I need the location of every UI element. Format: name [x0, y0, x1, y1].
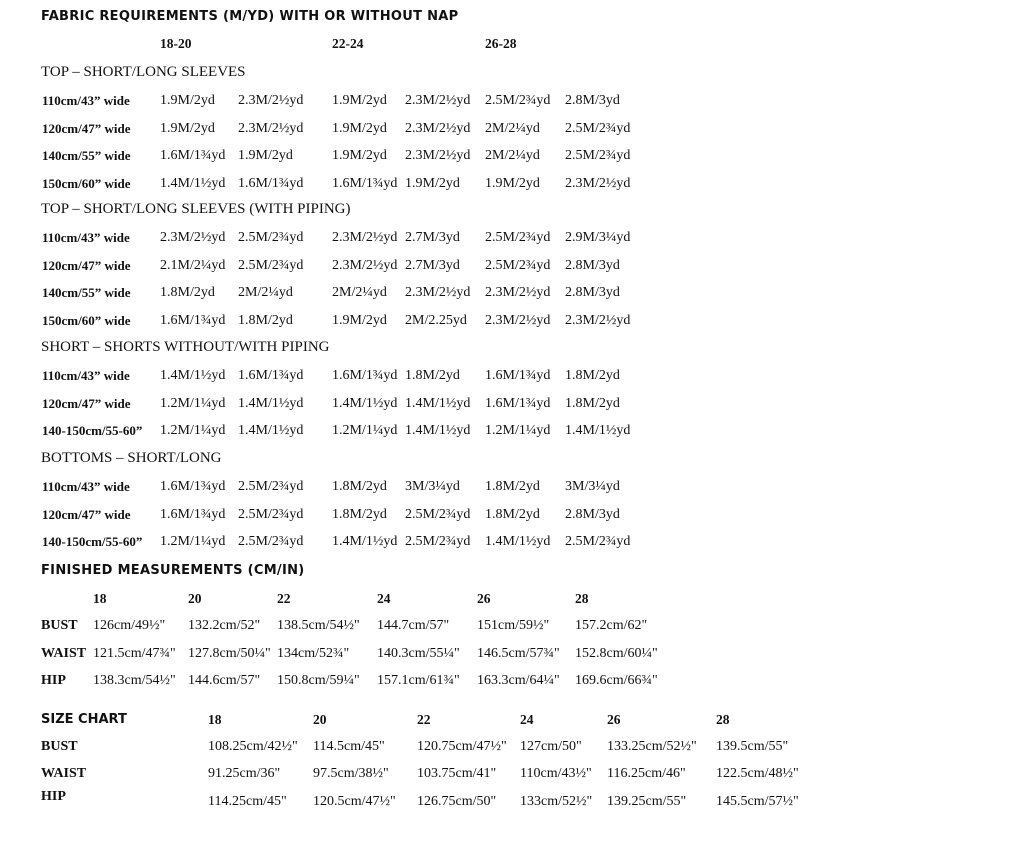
fabric-amount: 2M/2¼yd: [238, 285, 293, 301]
fabric-amount: 2.5M/2¾yd: [485, 230, 551, 245]
section-title: SHORT – SHORTS WITHOUT/WITH PIPING: [41, 339, 330, 355]
fabric-amount: 1.6M/1¾yd: [160, 312, 226, 328]
table-row: [0, 256, 1024, 276]
table-row: [0, 119, 1024, 139]
fabric-amount: 2.3M/2½yd: [405, 93, 471, 108]
fabric-amount: 1.9M/2yd: [332, 148, 387, 164]
size-chart-label: BUST: [41, 739, 78, 754]
section-title: TOP – SHORT/LONG SLEEVES: [41, 64, 246, 80]
fabric-amount: 1.6M/1¾yd: [160, 148, 226, 164]
fabric-width-label: 110cm/43” wide: [42, 479, 130, 494]
finished-size: 20: [188, 591, 202, 606]
size-chart-value: 97.5cm/38½": [313, 766, 389, 781]
fabric-width-label: 120cm/47” wide: [42, 395, 131, 411]
fabric-amount: 2.3M/2½yd: [238, 120, 304, 136]
measurement-value: 138.3cm/54½": [93, 673, 176, 688]
fabric-amount: 2.5M/2¾yd: [238, 230, 304, 245]
fabric-amount: 1.8M/2yd: [238, 312, 293, 328]
finished-size: 28: [575, 591, 589, 606]
size-chart-value: 145.5cm/57½": [716, 794, 799, 809]
fabric-amount: 3M/3¼yd: [405, 479, 460, 494]
finished-size: 26: [477, 591, 491, 606]
table-row: [0, 91, 1024, 111]
table-row: [0, 477, 1024, 497]
size-chart-value: 139.25cm/55": [607, 794, 687, 809]
table-row: [0, 671, 1024, 691]
fabric-amount: 2.8M/3yd: [565, 285, 620, 301]
fabric-amount: 2.5M/2¾yd: [405, 506, 471, 522]
measurement-value: 157.1cm/61¾": [377, 673, 460, 688]
fabric-amount: 1.9M/2yd: [485, 175, 540, 191]
measurement-value: 134cm/52¾": [277, 645, 350, 661]
measurement-value: 151cm/59½": [477, 618, 550, 633]
size-chart-value: 120.75cm/47½": [417, 739, 507, 754]
fabric-width-label: 120cm/47” wide: [42, 506, 131, 522]
fabric-width-label: 110cm/43” wide: [42, 230, 130, 245]
fabric-amount: 1.6M/1¾yd: [238, 175, 304, 191]
size-chart-value: 103.75cm/41": [417, 766, 497, 781]
fabric-amount: 1.4M/1½yd: [238, 423, 304, 439]
fabric-amount: 1.9M/2yd: [160, 120, 215, 136]
fabric-amount: 1.4M/1½yd: [405, 423, 471, 439]
finished-size: 18: [93, 591, 107, 606]
fabric-amount: 2.3M/2½yd: [405, 148, 471, 164]
table-row: [0, 366, 1024, 386]
measurement-value: 144.7cm/57": [377, 618, 450, 633]
size-chart-value: 122.5cm/48½": [716, 766, 799, 781]
fabric-width-label: 140-150cm/55-60”: [42, 534, 143, 550]
fabric-amount: 2.3M/2½yd: [485, 312, 551, 328]
size-chart-size: 18: [208, 712, 222, 727]
size-chart-value: 139.5cm/55": [716, 739, 789, 754]
finished-title: FINISHED MEASUREMENTS (CM/IN): [41, 563, 305, 578]
fabric-amount: 2.8M/3yd: [565, 506, 620, 522]
fabric-width-label: 140cm/55” wide: [42, 148, 131, 164]
size-chart-size: 22: [417, 712, 431, 727]
fabric-amount: 1.9M/2yd: [405, 175, 460, 191]
fabric-amount: 2.5M/2¾yd: [485, 93, 551, 108]
size-chart-value: 120.5cm/47½": [313, 794, 396, 809]
size-chart-value: 127cm/50": [520, 739, 582, 754]
measurement-value: 157.2cm/62": [575, 618, 648, 633]
size-chart-value: 114.25cm/45": [208, 794, 287, 809]
fabric-amount: 1.6M/1¾yd: [485, 368, 551, 383]
measurement-value: 169.6cm/66¾": [575, 673, 658, 688]
fabric-amount: 1.9M/2yd: [332, 312, 387, 328]
fabric-amount: 1.8M/2yd: [160, 285, 215, 301]
size-chart-size: 26: [607, 712, 621, 727]
fabric-width-label: 150cm/60” wide: [42, 312, 131, 328]
fabric-amount: 2.5M/2¾yd: [238, 506, 304, 522]
fabric-amount: 2.3M/2½yd: [405, 120, 471, 136]
fabric-amount: 2M/2.25yd: [405, 312, 467, 328]
fabric-amount: 2.3M/2½yd: [485, 285, 551, 301]
fabric-amount: 1.8M/2yd: [332, 506, 387, 522]
size-chart-size: 24: [520, 712, 534, 727]
fabric-amount: 3M/3¼yd: [565, 479, 620, 494]
fabric-amount: 1.2M/1¼yd: [160, 395, 226, 411]
fabric-amount: 1.8M/2yd: [565, 368, 620, 383]
fabric-amount: 1.4M/1½yd: [485, 534, 551, 550]
fabric-width-label: 140-150cm/55-60”: [42, 423, 143, 439]
size-chart-title: SIZE CHART: [41, 712, 127, 727]
size-chart-size: 28: [716, 712, 730, 727]
fabric-amount: 1.4M/1½yd: [160, 368, 226, 383]
table-row: [0, 616, 1024, 636]
fabric-amount: 1.4M/1½yd: [565, 423, 631, 439]
fabric-amount: 2.3M/2½yd: [565, 312, 631, 328]
fabric-amount: 1.4M/1½yd: [238, 395, 304, 411]
table-row: [0, 737, 1024, 757]
table-row: [0, 228, 1024, 248]
fabric-amount: 1.6M/1¾yd: [332, 368, 398, 383]
fabric-amount: 1.6M/1¾yd: [160, 506, 226, 522]
table-row: [0, 311, 1024, 331]
fabric-amount: 2.3M/2½yd: [332, 230, 398, 245]
fabric-width-label: 110cm/43” wide: [42, 93, 130, 108]
size-chart-value: 91.25cm/36": [208, 766, 281, 781]
table-row: [0, 764, 1024, 784]
measurement-value: 163.3cm/64¼": [477, 673, 560, 688]
fabric-amount: 1.4M/1½yd: [332, 534, 398, 550]
fabric-amount: 2M/2¼yd: [485, 148, 540, 164]
fabric-amount: 2.5M/2¾yd: [565, 120, 631, 136]
size-chart-header: [0, 710, 1024, 730]
size-chart-label: HIP: [41, 789, 66, 804]
fabric-amount: 1.9M/2yd: [160, 93, 215, 108]
fabric-amount: 2.5M/2¾yd: [565, 534, 631, 550]
measurement-value: 127.8cm/50¼": [188, 645, 271, 661]
size-chart-size: 20: [313, 712, 327, 727]
fabric-amount: 2.3M/2½yd: [565, 175, 631, 191]
fabric-amount: 2.3M/2½yd: [160, 230, 226, 245]
fabric-amount: 2.8M/3yd: [565, 257, 620, 273]
table-row: [0, 532, 1024, 552]
fabric-title: FABRIC REQUIREMENTS (M/YD) WITH OR WITHOUT NAP: [41, 9, 459, 24]
measurement-value: 140.3cm/55¼": [377, 645, 460, 661]
section-title: BOTTOMS – SHORT/LONG: [41, 450, 222, 466]
table-row: [0, 283, 1024, 303]
section-title: TOP – SHORT/LONG SLEEVES (WITH PIPING): [41, 201, 351, 217]
size-chart-label: WAIST: [41, 766, 87, 781]
size-chart-value: 126.75cm/50": [417, 794, 497, 809]
table-row: [0, 146, 1024, 166]
table-row: [0, 792, 1024, 812]
measurement-value: 126cm/49½": [93, 618, 166, 633]
fabric-amount: 1.2M/1¼yd: [160, 534, 226, 550]
fabric-amount: 1.8M/2yd: [485, 479, 540, 494]
size-chart-value: 116.25cm/46": [607, 766, 686, 781]
fabric-amount: 1.8M/2yd: [332, 479, 387, 494]
size-chart-value: 108.25cm/42½": [208, 739, 298, 754]
size-chart-value: 114.5cm/45": [313, 739, 385, 754]
fabric-amount: 1.2M/1¼yd: [485, 423, 551, 439]
fabric-amount: 2.5M/2¾yd: [238, 534, 304, 550]
fabric-amount: 1.9M/2yd: [238, 148, 293, 164]
fabric-width-label: 120cm/47” wide: [42, 257, 131, 273]
measurement-label: WAIST: [41, 645, 87, 661]
fabric-size: 22-24: [332, 36, 364, 51]
size-chart-value: 133.25cm/52½": [607, 739, 697, 754]
fabric-amount: 2.5M/2¾yd: [485, 257, 551, 273]
measurement-value: 152.8cm/60¼": [575, 645, 658, 661]
fabric-amount: 2.5M/2¾yd: [238, 479, 304, 494]
fabric-width-label: 110cm/43” wide: [42, 368, 130, 383]
fabric-amount: 2M/2¼yd: [332, 285, 387, 301]
measurement-label: HIP: [41, 673, 66, 688]
table-row: [0, 394, 1024, 414]
finished-size: 22: [277, 591, 291, 606]
fabric-amount: 2.5M/2¾yd: [405, 534, 471, 550]
fabric-amount: 1.8M/2yd: [565, 395, 620, 411]
finished-size: 24: [377, 591, 391, 606]
fabric-amount: 2M/2¼yd: [485, 120, 540, 136]
fabric-amount: 2.5M/2¾yd: [238, 257, 304, 273]
measurement-value: 146.5cm/57¾": [477, 645, 560, 661]
measurement-label: BUST: [41, 618, 78, 633]
fabric-width-label: 140cm/55” wide: [42, 285, 131, 301]
fabric-amount: 2.3M/2½yd: [238, 93, 304, 108]
fabric-size: 18-20: [160, 36, 192, 51]
measurement-value: 132.2cm/52": [188, 618, 261, 633]
measurement-value: 121.5cm/47¾": [93, 645, 176, 661]
fabric-amount: 1.8M/2yd: [485, 506, 540, 522]
finished-size-header: [0, 589, 1024, 609]
fabric-width-label: 120cm/47” wide: [42, 120, 131, 136]
fabric-amount: 1.4M/1½yd: [405, 395, 471, 411]
table-row: [0, 421, 1024, 441]
fabric-amount: 2.9M/3¼yd: [565, 230, 631, 245]
fabric-amount: 1.2M/1¼yd: [332, 423, 398, 439]
fabric-amount: 2.7M/3yd: [405, 257, 460, 273]
measurement-value: 138.5cm/54½": [277, 618, 360, 633]
measurement-value: 144.6cm/57": [188, 673, 261, 688]
fabric-size-header: [0, 34, 1024, 54]
size-chart-value: 110cm/43½": [520, 766, 592, 781]
fabric-amount: 1.6M/1¾yd: [332, 175, 398, 191]
fabric-amount: 1.6M/1¾yd: [160, 479, 226, 494]
fabric-amount: 2.7M/3yd: [405, 230, 460, 245]
measurement-value: 150.8cm/59¼": [277, 673, 360, 688]
fabric-width-label: 150cm/60” wide: [42, 175, 131, 191]
fabric-amount: 2.8M/3yd: [565, 93, 620, 108]
fabric-size: 26-28: [485, 36, 517, 51]
fabric-amount: 1.9M/2yd: [332, 93, 387, 108]
fabric-amount: 2.3M/2½yd: [332, 257, 398, 273]
fabric-amount: 1.9M/2yd: [332, 120, 387, 136]
fabric-amount: 1.6M/1¾yd: [238, 368, 304, 383]
table-row: [0, 174, 1024, 194]
fabric-amount: 2.3M/2½yd: [405, 285, 471, 301]
size-chart-value: 133cm/52½": [520, 794, 593, 809]
fabric-amount: 1.2M/1¼yd: [160, 423, 226, 439]
fabric-amount: 1.8M/2yd: [405, 368, 460, 383]
fabric-amount: 1.4M/1½yd: [332, 395, 398, 411]
fabric-amount: 2.1M/2¼yd: [160, 257, 226, 273]
fabric-amount: 2.5M/2¾yd: [565, 148, 631, 164]
table-row: [0, 505, 1024, 525]
fabric-amount: 1.4M/1½yd: [160, 175, 226, 191]
fabric-amount: 1.6M/1¾yd: [485, 395, 551, 411]
table-row: [0, 644, 1024, 664]
